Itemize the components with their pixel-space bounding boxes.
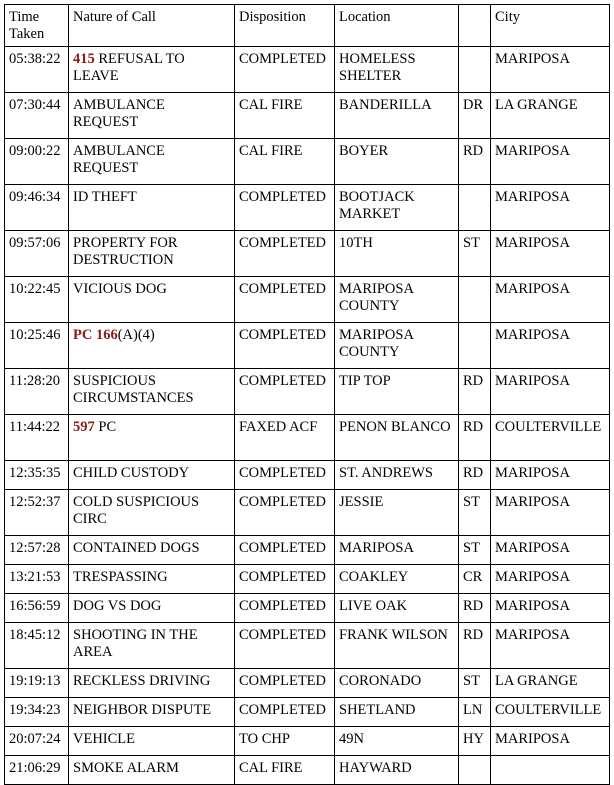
cell-city: COULTERVILLE [491, 698, 610, 727]
cell-time: 11:44:22 [5, 415, 69, 461]
nature-text: PC [94, 419, 117, 435]
cell-time: 12:57:28 [5, 536, 69, 565]
cell-disposition: COMPLETED [235, 623, 335, 669]
cell-time: 07:30:44 [5, 93, 69, 139]
header-location: Location [335, 5, 459, 47]
cell-location: CORONADO [335, 669, 459, 698]
table-row [5, 669, 610, 698]
cell-city: MARIPOSA [491, 727, 610, 756]
cell-time: 09:57:06 [5, 231, 69, 277]
table-row [5, 727, 610, 756]
cell-city: MARIPOSA [491, 47, 610, 93]
nature-text: RECKLESS DRIVING [73, 673, 211, 689]
table-row [5, 369, 610, 415]
cell-suffix: ST [459, 490, 491, 536]
nature-text: SHOOTING IN THE AREA [73, 627, 198, 660]
cell-nature [69, 565, 235, 594]
table-row [5, 185, 610, 231]
cell-disposition: COMPLETED [235, 47, 335, 93]
table-row [5, 277, 610, 323]
cell-city: MARIPOSA [491, 594, 610, 623]
cell-disposition: COMPLETED [235, 594, 335, 623]
table-row [5, 231, 610, 277]
cell-disposition: CAL FIRE [235, 93, 335, 139]
cell-suffix: ST [459, 536, 491, 565]
cell-suffix: RD [459, 594, 491, 623]
header-row [5, 5, 610, 47]
header-nature: Nature of Call [69, 5, 235, 47]
cell-location: HAYWARD [335, 756, 459, 785]
cell-location: MARIPOSA [335, 536, 459, 565]
cell-suffix: RD [459, 369, 491, 415]
cell-city: MARIPOSA [491, 565, 610, 594]
cell-time: 21:06:29 [5, 756, 69, 785]
penal-code: 415 [73, 51, 95, 67]
cell-suffix [459, 323, 491, 369]
header-time: Time Taken [5, 5, 69, 47]
header-city: City [491, 5, 610, 47]
table-row [5, 415, 610, 461]
cell-location: BANDERILLA [335, 93, 459, 139]
cell-location: 10TH [335, 231, 459, 277]
table-row [5, 594, 610, 623]
call-log-table [4, 4, 610, 785]
cell-time: 09:46:34 [5, 185, 69, 231]
cell-city: MARIPOSA [491, 323, 610, 369]
cell-nature [69, 185, 235, 231]
cell-city: MARIPOSA [491, 231, 610, 277]
cell-disposition: COMPLETED [235, 461, 335, 490]
cell-location: BOYER [335, 139, 459, 185]
cell-nature [69, 93, 235, 139]
cell-nature [69, 594, 235, 623]
nature-text: CHILD CUSTODY [73, 465, 190, 481]
cell-nature [69, 623, 235, 669]
table-row [5, 623, 610, 669]
cell-nature [69, 277, 235, 323]
cell-suffix: RD [459, 623, 491, 669]
cell-disposition: COMPLETED [235, 231, 335, 277]
cell-suffix: CR [459, 565, 491, 594]
nature-text: CONTAINED DOGS [73, 540, 200, 556]
cell-suffix: ST [459, 669, 491, 698]
nature-text: NEIGHBOR DISPUTE [73, 702, 212, 718]
cell-time: 16:56:59 [5, 594, 69, 623]
cell-suffix: RD [459, 139, 491, 185]
cell-nature [69, 231, 235, 277]
cell-disposition: COMPLETED [235, 185, 335, 231]
cell-nature [69, 756, 235, 785]
table-row [5, 139, 610, 185]
cell-suffix: ST [459, 231, 491, 277]
cell-suffix [459, 185, 491, 231]
nature-text: DOG VS DOG [73, 598, 162, 614]
cell-city: MARIPOSA [491, 623, 610, 669]
cell-time: 10:25:46 [5, 323, 69, 369]
cell-disposition: COMPLETED [235, 323, 335, 369]
cell-location: SHETLAND [335, 698, 459, 727]
cell-nature [69, 669, 235, 698]
cell-city: MARIPOSA [491, 139, 610, 185]
cell-city: MARIPOSA [491, 536, 610, 565]
cell-disposition: CAL FIRE [235, 139, 335, 185]
nature-text: SUSPICIOUS CIRCUMSTANCES [73, 373, 194, 406]
cell-time: 09:00:22 [5, 139, 69, 185]
nature-text: TRESPASSING [73, 569, 168, 585]
cell-location: LIVE OAK [335, 594, 459, 623]
cell-time: 12:35:35 [5, 461, 69, 490]
cell-time: 20:07:24 [5, 727, 69, 756]
table-row [5, 93, 610, 139]
cell-disposition: COMPLETED [235, 277, 335, 323]
cell-location: MARIPOSA COUNTY [335, 323, 459, 369]
cell-disposition: COMPLETED [235, 669, 335, 698]
cell-nature [69, 139, 235, 185]
nature-text: COLD SUSPICIOUS CIRC [73, 494, 200, 527]
nature-text: VEHICLE [73, 731, 136, 747]
table-row [5, 490, 610, 536]
table-row [5, 698, 610, 727]
cell-location: HOMELESS SHELTER [335, 47, 459, 93]
cell-location: TIP TOP [335, 369, 459, 415]
cell-suffix [459, 277, 491, 323]
nature-text: AMBULANCE REQUEST [73, 97, 165, 130]
cell-time: 19:19:13 [5, 669, 69, 698]
cell-disposition: COMPLETED [235, 536, 335, 565]
cell-suffix [459, 756, 491, 785]
cell-time: 19:34:23 [5, 698, 69, 727]
table-row [5, 47, 610, 93]
cell-time: 12:52:37 [5, 490, 69, 536]
cell-time: 18:45:12 [5, 623, 69, 669]
cell-city: MARIPOSA [491, 185, 610, 231]
cell-city: MARIPOSA [491, 369, 610, 415]
cell-suffix [459, 47, 491, 93]
cell-city: MARIPOSA [491, 461, 610, 490]
cell-nature [69, 323, 235, 369]
cell-nature [69, 536, 235, 565]
cell-time: 11:28:20 [5, 369, 69, 415]
cell-disposition: COMPLETED [235, 369, 335, 415]
cell-location: JESSIE [335, 490, 459, 536]
cell-disposition: CAL FIRE [235, 756, 335, 785]
cell-suffix: RD [459, 415, 491, 461]
cell-city: MARIPOSA [491, 277, 610, 323]
cell-location: PENON BLANCO [335, 415, 459, 461]
cell-disposition: TO CHP [235, 727, 335, 756]
cell-location: MARIPOSA COUNTY [335, 277, 459, 323]
cell-nature [69, 461, 235, 490]
cell-time: 10:22:45 [5, 277, 69, 323]
nature-text: AMBULANCE REQUEST [73, 143, 165, 176]
cell-location: 49N [335, 727, 459, 756]
table-row [5, 536, 610, 565]
cell-city: MARIPOSA [491, 490, 610, 536]
cell-nature [69, 698, 235, 727]
cell-location: COAKLEY [335, 565, 459, 594]
table-row [5, 461, 610, 490]
cell-location: FRANK WILSON [335, 623, 459, 669]
cell-city: LA GRANGE [491, 669, 610, 698]
cell-suffix: RD [459, 461, 491, 490]
cell-disposition: FAXED ACF [235, 415, 335, 461]
cell-location: ST. ANDREWS [335, 461, 459, 490]
cell-nature [69, 727, 235, 756]
cell-suffix: LN [459, 698, 491, 727]
header-disposition: Disposition [235, 5, 335, 47]
cell-city: LA GRANGE [491, 93, 610, 139]
nature-text: PROPERTY FOR DESTRUCTION [73, 235, 178, 268]
cell-nature [69, 47, 235, 93]
table-row [5, 565, 610, 594]
cell-location: BOOTJACK MARKET [335, 185, 459, 231]
nature-text: VICIOUS DOG [73, 281, 167, 297]
cell-disposition: COMPLETED [235, 565, 335, 594]
cell-city: COULTERVILLE [491, 415, 610, 461]
nature-text: ID THEFT [73, 189, 137, 205]
nature-text: REFUSAL TO LEAVE [73, 51, 185, 84]
cell-disposition: COMPLETED [235, 490, 335, 536]
header-suffix [459, 5, 491, 47]
cell-city [491, 756, 610, 785]
cell-nature [69, 490, 235, 536]
table-row [5, 756, 610, 785]
penal-code: PC 166 [73, 327, 118, 343]
cell-disposition: COMPLETED [235, 698, 335, 727]
cell-time: 13:21:53 [5, 565, 69, 594]
cell-time: 05:38:22 [5, 47, 69, 93]
nature-text: (A)(4) [117, 327, 155, 343]
penal-code: 597 [73, 419, 95, 435]
cell-suffix: HY [459, 727, 491, 756]
cell-nature [69, 369, 235, 415]
cell-suffix: DR [459, 93, 491, 139]
table-row [5, 323, 610, 369]
cell-nature [69, 415, 235, 461]
nature-text: SMOKE ALARM [73, 760, 179, 776]
